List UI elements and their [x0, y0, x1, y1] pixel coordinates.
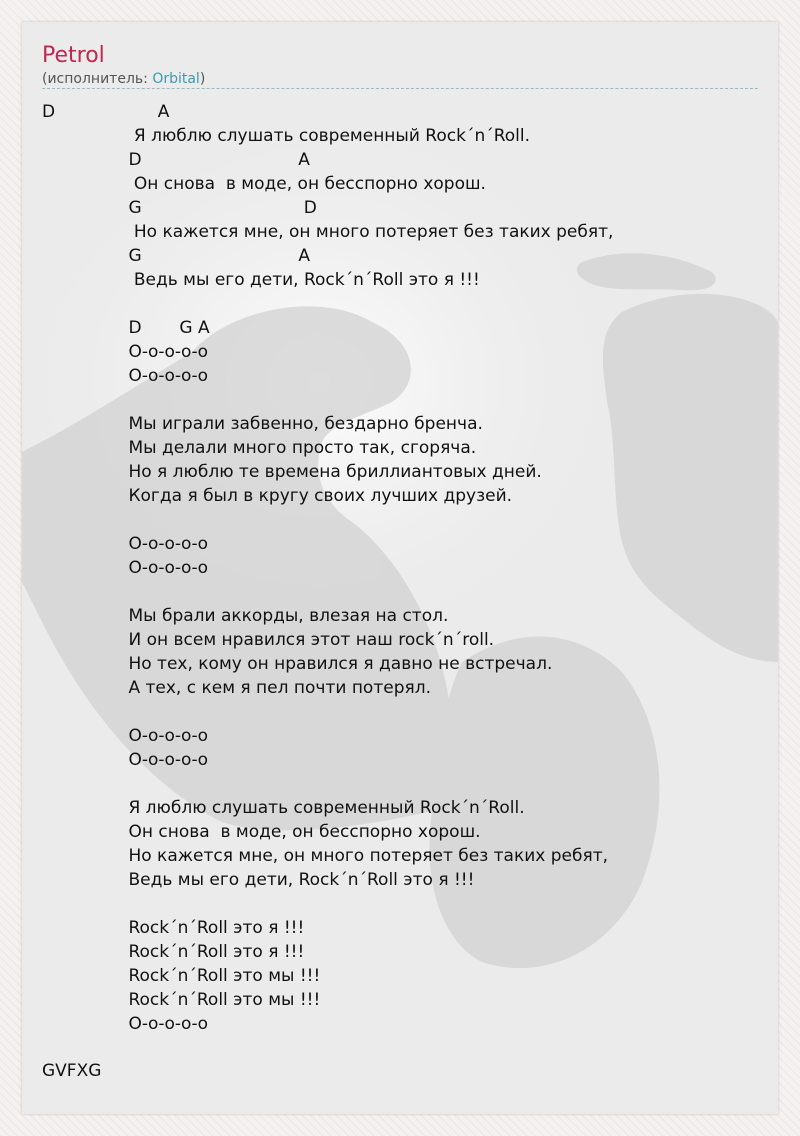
artist-prefix: (исполнитель:	[42, 71, 153, 87]
lyrics-with-chords: D A Я люблю слушать современный Rock´n´Roll. D A Он снова в моде, он бесспорно хорош. G D Но кажется мне, он много потеряет без таких ребят, G A Ведь мы его дети, Rock´n´Roll это я !!! D G A О-о-о-о-о О-о-о-о-о Мы играли забвенно, бездарно бренча. Мы делали много просто так, сгоряча. Но я люблю те времена бриллиантовых дней. Когда я был в кругу своих лучших друзей. О-о-о-о-о О-о-о-о-о Мы брали аккорды, влезая на стол. И он всем нравился этот наш rock´n´roll. Но тех, кому он нравился я давно не встречал. А тех, с кем я пел почти потерял. О-о-о-о-о О-о-о-о-о Я люблю слушать современный Rock´n´Roll. Он снова в моде, он бесспорно хорош. Но кажется мне, он много потеряет без таких ребят, Ведь мы его дети, Rock´n´Roll это я !!! Rock´n´Roll это я !!! Rock´n´Roll это я !!! Rock´n´Roll это мы !!! Rock´n´Roll это мы !!! О-о-о-о-о	[42, 102, 614, 1034]
song-sheet	[22, 22, 778, 1114]
song-content	[22, 22, 778, 1114]
artist-suffix: )	[199, 71, 206, 87]
artist-line	[42, 70, 205, 88]
signature: GVFXG	[42, 1061, 102, 1081]
artist-link[interactable]: Orbital	[152, 71, 200, 87]
title-divider	[42, 88, 758, 89]
song-title: Petrol	[42, 43, 105, 68]
